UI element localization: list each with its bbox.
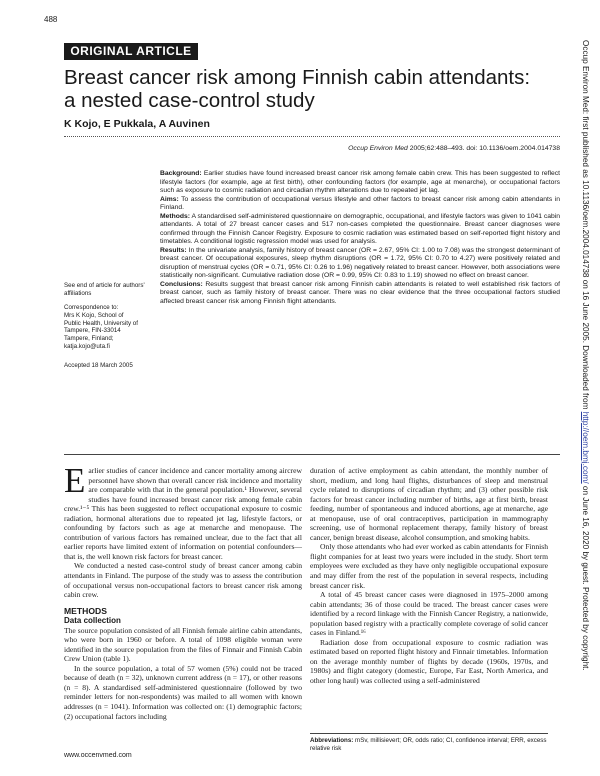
section-divider [64, 454, 560, 455]
drop-cap: E [64, 461, 86, 500]
correspondence-email[interactable]: katja.kojo@uta.fi [64, 342, 110, 350]
abstract-results: Results: In the univariate analysis, family history of breast cancer (OR = 2.67, 95% CI: 1.00 to 7.08) was the strongest determinant of breast cancer. Of occupational exposures, sleep rhythm disruptions (OR = 1.72, 95% CI: 0.70 to 4.27) were positively related and disruption of menstrual cycles (OR = 0.71, 95% CI: 0.26 to 1.96) negatively related to breast cancer. However, both associations were statistically non-significant. Cumulative radiation dose (OR = 0.99, 95% CI: 0.83 to 1.19) showed no effect on breast cancer. [160, 246, 560, 279]
journal-name: Occup Environ Med [348, 145, 408, 152]
citation-details: 2005;62:488–493. doi: 10.1136/oem.2004.014738 [407, 145, 560, 152]
abstract [160, 170, 560, 306]
banner-prefix: Occup Environ Med: first published as 10.1136/oem.2004.014738 on 16 June 2005. Downloaded from [581, 40, 590, 412]
abstract-background: Background: Earlier studies have found increased breast cancer risk among female cabin crew. This has been suggested to reflect lifestyle factors (for example, age at first birth), other confounding factors (for example, age at menarche), or occupational factors such as exposure to cosmic radiation and circadian rhythm alterations due to repeated jet lag. [160, 170, 560, 194]
footer-url[interactable]: www.occenvmed.com [64, 752, 132, 759]
correspondence-line: Tampere, FIN-33014 [64, 327, 121, 335]
correspondence-line: Public Health, University of [64, 319, 138, 327]
citation-line [300, 145, 560, 152]
abbreviations-footnote: Abbreviations: mSv, millisievert; OR, odds ratio; CI, confidence interval; ERR, excess relative risk [310, 733, 548, 753]
author-list: K Kojo, E Pukkala, A Auvinen [64, 118, 210, 130]
accepted-date: Accepted 18 March 2005 [64, 362, 133, 369]
body-column-right [310, 466, 548, 686]
data-collection-heading: Data collection [64, 615, 121, 625]
methods-paragraph: Radiation dose from occupational exposure to cosmic radiation was estimated based on reported flight history and Finnair timetables. Information on the average monthly number of flights by decade (1960s, 1970s, and 1980s) and flight category (domestic, Europe, Far East, North America, and other long haul) was collected using a self-administered [310, 637, 548, 686]
intro-paragraph: We conducted a nested case-control study of breast cancer among cabin attendants in Finland. The purpose of the study was to assess the contribution of occupational versus non-occupational factors to breast cancer risk among cabin crew. [64, 561, 302, 600]
body-column-left [64, 461, 302, 721]
article-type-banner: ORIGINAL ARTICLE [64, 43, 198, 60]
abstract-methods: Methods: A standardised self-administered questionnaire on demographic, occupational, and lifestyle factors was given to 1041 cabin attendants. A total of 27 breast cancer cases and 517 non-cases completed the questionnaire. Breast cancer diagnoses were confirmed through the Finnish Cancer Registry. Exposure to cosmic radiation was estimated based on self-reported flight history and timetables. A conditional logistic regression model was used for analysis. [160, 212, 560, 245]
abstract-conclusions: Conclusions: Results suggest that breast cancer risk among Finnish cabin attendants is related to well established risk factors of breast cancer, such as family history of breast cancer. There was no clear evidence that the three occupational factors studied affected breast cancer risk among Finnish flight attendants. [160, 280, 560, 305]
affiliations-note: See end of article for authors' affiliations [64, 282, 145, 297]
page-number: 488 [44, 15, 58, 24]
correspondence-line: Mrs K Kojo, School of [64, 311, 124, 319]
banner-link[interactable]: http://oem.bmj.com/ [581, 411, 590, 484]
correspondence-line: Tampere, Finland; [64, 335, 114, 343]
abstract-aims: Aims: To assess the contribution of occupational versus lifestyle and other factors to breast cancer risk among cabin attendants in Finland. [160, 195, 560, 211]
methods-heading: METHODS [64, 605, 107, 616]
methods-paragraph: In the source population, a total of 57 women (5%) could not be traced because of death (n = 32), unknown current address (n = 17), or other reasons (n = 8). A standardised self-administered questionnaire (followed by two reminder letters for non-respondents) was mailed to all women with known addresses (n = 1041). Information was collected on: (1) demographic factors; (2) occupational factors including [64, 663, 302, 721]
methods-paragraph: The source population consisted of all Finnish female airline cabin attendants, who were born in 1960 or before. A total of 1098 eligible woman were identified in the source population from the files of Finnair and Finnish Cabin Crew Union (table 1). [64, 625, 302, 664]
download-banner [578, 40, 594, 730]
correspondence-block [64, 304, 156, 351]
correspondence-label: Correspondence to: [64, 304, 119, 311]
article-title: Breast cancer risk among Finnish cabin attendants: a nested case-control study [64, 66, 531, 112]
banner-suffix: on June 16, 2020 by guest. Protected by copyright. [581, 483, 590, 671]
intro-paragraph: Earlier studies of cancer incidence and cancer mortality among aircrew personnel have shown that overall cancer risk incidence and mortality are comparable with that in the general population.¹ However, several studies have found increased breast cancer risk among female cabin crew.¹⁻⁵ This has been suggested to reflect occupational exposure to cosmic radiation, hormonal alterations due to repeated jet lag, lifestyle factors, or confounding by factors such as age at menarche and menopause. The contribution of various factors has remained unclear, due to the fact that all earlier reports have limited extent of information on potential confounders—that is, the well known risk factors for breast cancer. [64, 461, 302, 561]
methods-paragraph: duration of active employment as cabin attendant, the monthly number of short, medium, and long haul flights, disturbances of sleep and menstrual cycle related to disruptions of circadian rhythm; and (3) other possible risk factors for breast cancer including number of births, age at first birth, breast feeding, number of spontaneous and induced abortions, age at menarche, age at menopause, use of oral contraceptives, participation in mammography screening, use of hormonal replacement therapy, family history of breast cancer, benign breast disease, alcohol consumption, and smoking habits. [310, 466, 548, 542]
methods-paragraph: A total of 45 breast cancer cases were diagnosed in 1975–2000 among cabin attendants; 36 of those could be traced. The breast cancer cases were identified by a record linkage with the Finnish Cancer Registry, a nationwide, population based registry with a practically complete coverage of solid cancer cases in Finland.¹⁶ [310, 590, 548, 638]
methods-paragraph: Only those attendants who had ever worked as cabin attendants for Finnish flight companies for at least two years were included in the study. Short term employees were excluded as they have only negligible occupational exposure and may differ from the rest of the population in several respects, including breast cancer risk. [310, 542, 548, 590]
dotted-divider [64, 136, 560, 137]
